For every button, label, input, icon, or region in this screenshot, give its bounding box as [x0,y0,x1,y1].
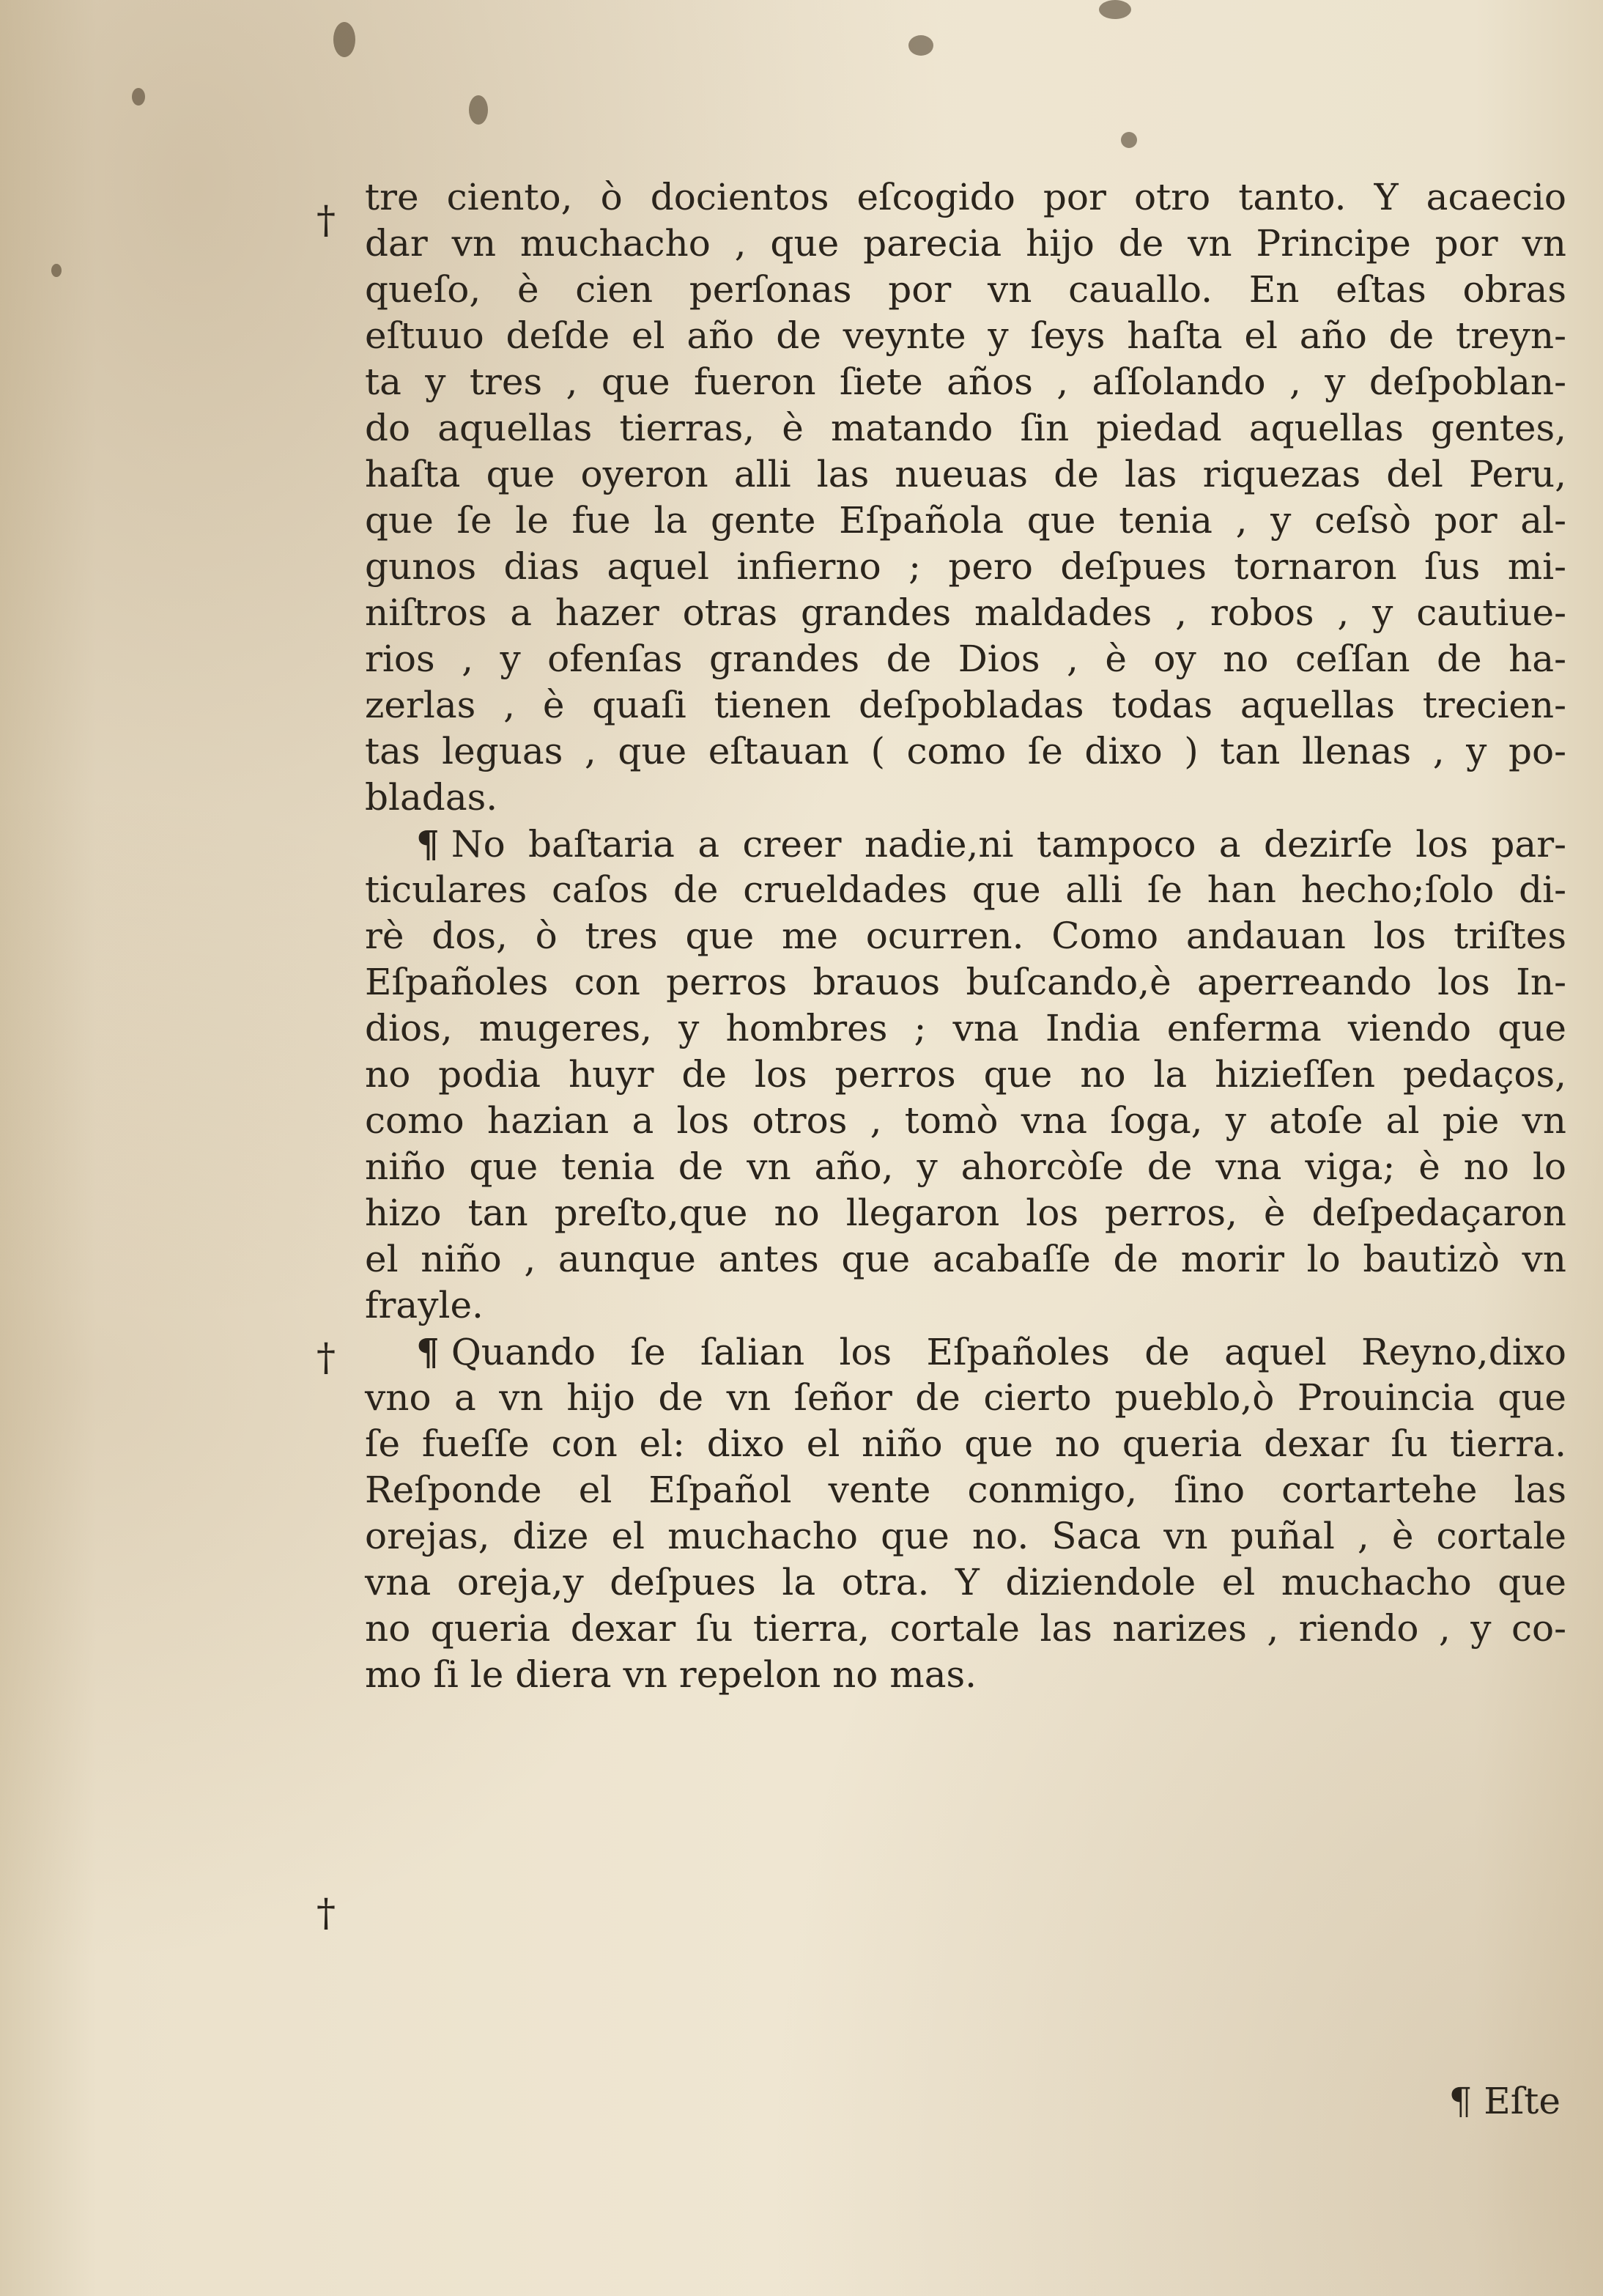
text-line: no podia huyr de los perros que no la hizieſſen pedaços, [365,1053,1566,1096]
text-line: gunos dias aquel infierno ; pero deſpues tornaron ſus mi- [365,545,1566,588]
catchword: ¶ Eſte [1448,2080,1561,2122]
text-line: que ſe le fue la gente Eſpañola que tenia , y ceſsò por al- [365,499,1566,542]
text-line [365,821,1566,867]
line-text: Quando ſe ſalian los Eſpañoles de aquel Reyno,dixo [451,1331,1566,1373]
text-line: rios , y ofenſas grandes de Dios , è oy no ceſſan de ha- [365,638,1566,680]
text-line: tre ciento, ò docientos eſcogido por otro tanto. Y acaecio [365,176,1566,218]
text-line: como hazian a los otros , tomò vna ſoga, y atoſe al pie vn [365,1099,1566,1142]
ink-stain [333,22,355,57]
text-line: Reſponde el Eſpañol vente conmigo, ſino cortartehe las [365,1469,1566,1511]
text-line: zerlas , è quaſi tienen deſpobladas todas aquellas trecien- [365,684,1566,726]
text-line: dios, mugeres, y hombres ; vna India enferma viendo que [365,1007,1566,1049]
ink-stain [469,95,488,125]
ink-stain [1099,0,1131,19]
margin-dagger: † [316,1336,336,1380]
pilcrow-mark: ¶ [416,822,440,865]
text-line: frayle. [365,1284,484,1326]
ink-stain [1121,132,1137,148]
text-line: ta y tres , que fueron ſiete años , aſſolando , y deſpoblan- [365,361,1566,403]
paragraph [365,821,1566,1329]
text-line: rè dos, ò tres que me ocurren. Como andauan los triſtes [365,915,1566,957]
text-line: ſe fueſſe con el: dixo el niño que no queria dexar ſu tierra. [365,1422,1566,1465]
text-line: bladas. [365,776,498,819]
text-line: dar vn muchacho , que parecia hijo de vn Principe por vn [365,222,1566,265]
text-line: hizo tan preſto,que no llegaron los perros, è deſpedaçaron [365,1192,1566,1234]
text-line: do aquellas tierras, è matando ſin piedad aquellas gentes, [365,407,1566,449]
text-line: tas leguas , que eſtauan ( como ſe dixo ) tan llenas , y po- [365,730,1566,772]
text-line: mo ſi le diera vn repelon no mas. [365,1653,977,1696]
margin-dagger: † [316,1891,336,1935]
body-text [365,174,1566,1698]
text-line: haſta que oyeron alli las nueuas de las riquezas del Peru, [365,453,1566,495]
text-line: Eſpañoles con perros brauos buſcando,è aperreando los In- [365,961,1566,1003]
text-line: ticulares caſos de crueldades que alli ſe han hecho;ſolo di- [365,868,1566,911]
text-line: eſtuuo deſde el año de veynte y ſeys haſta el año de treyn- [365,314,1566,357]
margin-dagger: † [316,199,336,243]
text-line: el niño , aunque antes que acabaſſe de morir lo bautizò vn [365,1238,1566,1280]
paragraph [365,1329,1566,1698]
text-line: orejas, dize el muchacho que no. Saca vn puñal , è cortale [365,1515,1566,1557]
pilcrow-mark: ¶ [416,1330,440,1373]
text-line: no queria dexar ſu tierra, cortale las narizes , riendo , y co- [365,1607,1566,1650]
text-line: queſo, è cien perſonas por vn cauallo. En eſtas obras [365,268,1566,311]
text-line [365,1329,1566,1375]
ink-stain [908,35,933,56]
ink-stain [51,264,62,277]
text-line: vna oreja,y deſpues la otra. Y diziendole el muchacho que [365,1561,1566,1603]
line-text: No baſtaria a creer nadie,ni tampoco a dezirſe los par- [451,823,1566,865]
text-line: vno a vn hijo de vn ſeñor de cierto pueblo,ò Prouincia que [365,1376,1566,1419]
paragraph [365,174,1566,821]
text-line: niño que tenia de vn año, y ahorcòſe de vna viga; è no lo [365,1145,1566,1188]
ink-stain [132,88,145,106]
text-line: niſtros a hazer otras grandes maldades , robos , y cautiue- [365,591,1566,634]
